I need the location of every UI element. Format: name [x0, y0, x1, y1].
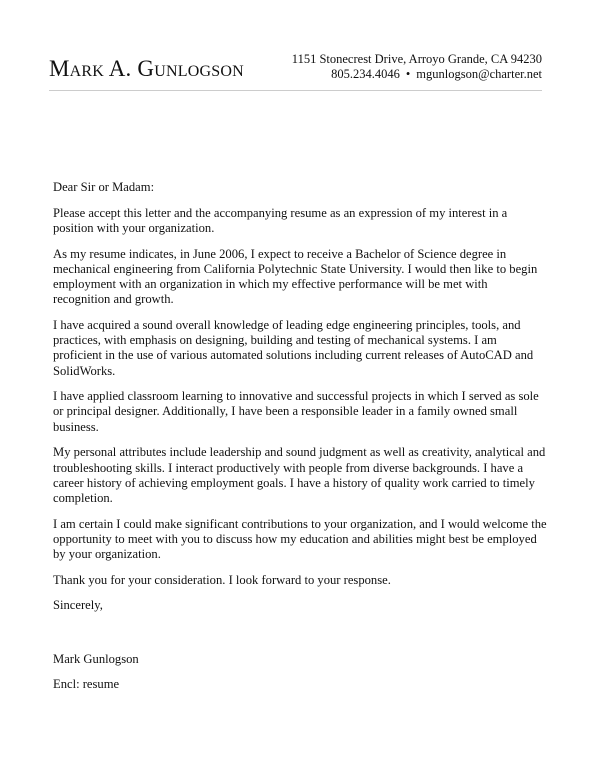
email-address: mgunlogson@charter.net: [416, 67, 542, 81]
paragraph-skills: I have acquired a sound overall knowledge of leading edge engineering principles, tools, and practices, with emphasis on designing, building and testing of mechanical systems. I am proficient in the use of various automated solutions including current releases of AutoCAD and SolidWorks.: [53, 317, 534, 378]
phone-number: 805.234.4046: [331, 67, 400, 81]
sender-name: Mark A. Gunlogson: [49, 56, 244, 81]
phone-email-line: [292, 67, 542, 82]
address-line: 1151 Stonecrest Drive, Arroyo Grande, CA 94230: [291, 52, 542, 66]
paragraph-projects: I have applied classroom learning to innovative and successful projects in which I served as sole or principal designer. Additionally, I have been a responsible leader in a family owned small business.: [53, 389, 539, 434]
signer-name: Mark Gunlogson: [53, 651, 139, 666]
salutation: Dear Sir or Madam:: [53, 180, 155, 194]
paragraph-intro: Please accept this letter and the accompanying resume as an expression of my interest in a position with your organization.: [53, 205, 508, 235]
enclosure-note: Encl: resume: [53, 676, 120, 691]
bullet-separator: •: [405, 67, 411, 81]
header-divider: [49, 90, 542, 91]
closing: Sincerely,: [53, 598, 103, 613]
paragraph-attributes: My personal attributes include leadership and sound judgment as well as creativity, analytical and troubleshooting skills. I interact productively with people from diverse backgrounds. I have a career history of achieving employment goals. I have a history of quality work carried to timely completion.: [53, 445, 546, 505]
paragraph-thanks: Thank you for your consideration. I look forward to your response.: [53, 572, 391, 587]
paragraph-education: As my resume indicates, in June 2006, I expect to receive a Bachelor of Science degree in mechanical engineering from California Polytechnic State University. I would then like to begin employment with an organization in which my effective performance will be met with recognition and growth.: [53, 246, 538, 307]
contact-block: [292, 52, 542, 82]
letter-body: [53, 180, 548, 703]
paragraph-contribution: I am certain I could make significant contributions to your organization, and I would welcome the opportunity to meet with you to discuss how my education and abilities might best be employed by your organization.: [53, 516, 547, 562]
